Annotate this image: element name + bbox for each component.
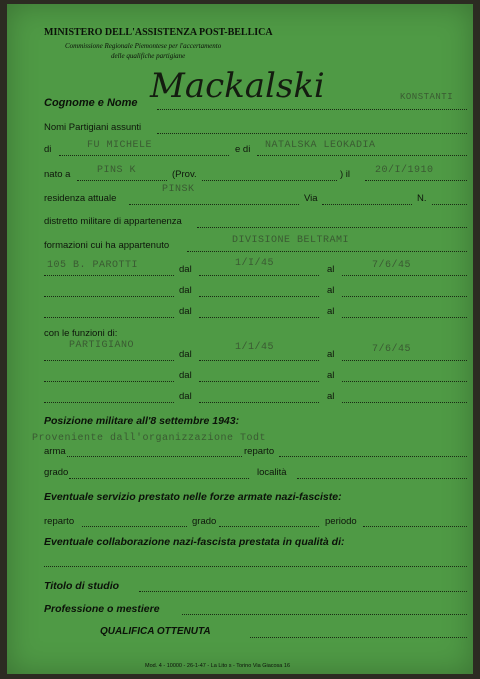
servizio-heading: Eventuale servizio prestato nelle forze armate nazi-fasciste: [44,491,342,503]
nomi-partigiani-label: Nomi Partigiani assunti [44,122,142,133]
funz-al-line-2 [342,381,467,382]
form-dal-label-2: dal [179,285,192,296]
funz-al-label-1: al [327,349,335,360]
prov-line [202,180,337,181]
padre-value: FU MICHELE [87,140,153,151]
commission-line-1: Commissione Regionale Piemontese per l'accertamento [65,42,222,50]
arma-label: arma [44,446,66,457]
form-dal-line-3 [199,317,319,318]
grado-label-2: grado [192,516,217,527]
numero-line [432,204,467,205]
luogo-nascita-value: PINS K [97,165,137,176]
cognome-handwritten: Mackalski [150,66,325,106]
form-dal-value: 1/I/45 [235,258,275,269]
reparto-label-2: reparto [44,516,75,527]
funz-row3-line [44,402,174,403]
periodo-label: periodo [325,516,357,527]
form-al-label-3: al [327,306,335,317]
qualifica-label: QUALIFICA OTTENUTA [100,626,211,637]
collaborazione-heading: Eventuale collaborazione nazi-fascista prestata in qualità di: [44,536,345,548]
cognome-line [157,109,467,110]
padre-label: di [44,144,52,155]
formazione-value: DIVISIONE BELTRAMI [232,235,350,246]
distretto-label: distretto militare di appartenenza [44,216,182,227]
funz-al-label-2: al [327,370,335,381]
form-dal-line-1 [199,275,319,276]
padre-line [59,155,229,156]
formazioni-line [187,251,467,252]
reparto-label-1: reparto [244,446,275,457]
provenienza-value: Proveniente dall'organizzazione Todt [32,433,267,444]
form-dal-line-2 [199,296,319,297]
funzione-line [44,360,174,361]
funz-al-value: 7/6/45 [372,344,412,355]
localita-line [297,478,467,479]
form-row2-line [44,296,174,297]
residenza-line [129,204,299,205]
funz-dal-line-2 [199,381,319,382]
prov-label: (Prov. [172,169,197,180]
localita-label: località [257,467,287,478]
form-al-line-2 [342,296,467,297]
collaborazione-line [44,566,467,567]
luogo-nascita-line [77,180,167,181]
form-al-label-1: al [327,264,335,275]
funz-dal-label-3: dal [179,391,192,402]
ministry-title: MINISTERO DELL'ASSISTENZA POST-BELLICA [44,27,273,38]
data-nascita-value: 20/I/1910 [375,165,434,176]
funz-al-label-3: al [327,391,335,402]
funz-dal-line-1 [199,360,319,361]
funzione-value: PARTIGIANO [69,340,135,351]
numero-label: N. [417,193,427,204]
partisan-record-card [7,4,473,674]
cognome-nome-label: Cognome e Nome [44,97,138,109]
funz-row2-line [44,381,174,382]
via-line [322,204,412,205]
professione-label: Professione o mestiere [44,603,160,615]
form-al-line-3 [342,317,467,318]
funz-al-line-1 [342,360,467,361]
distretto-line [197,227,467,228]
brigata-value: 105 B. PAROTTI [47,260,139,271]
funz-al-line-3 [342,402,467,403]
titolo-studio-line [139,591,467,592]
nomi-partigiani-line [157,133,467,134]
funz-dal-label-1: dal [179,349,192,360]
print-footer: Mod. 4 - 10000 - 26-1-47 - La Lito s - Torino Via Giacosa 16 [145,663,291,669]
form-dal-label-3: dal [179,306,192,317]
form-al-value: 7/6/45 [372,260,412,271]
brigata-line [44,275,174,276]
form-al-line-1 [342,275,467,276]
madre-value: NATALSKA LEOKADIA [265,140,376,151]
grado-line-2 [219,526,319,527]
residenza-value: PINSK [162,184,195,195]
madre-label: e di [235,144,251,155]
funz-dal-value: 1/1/45 [235,342,275,353]
nato-a-label: nato a [44,169,71,180]
formazioni-label: formazioni cui ha appartenuto [44,240,170,251]
arma-line [67,456,242,457]
form-al-label-2: al [327,285,335,296]
qualifica-line [250,637,467,638]
grado-line-1 [69,478,249,479]
il-label: ) il [340,169,351,180]
grado-label-1: grado [44,467,69,478]
reparto-line-1 [279,456,467,457]
posizione-militare-heading: Posizione militare all'8 settembre 1943: [44,415,240,427]
data-nascita-line [365,180,467,181]
via-label: Via [304,193,318,204]
form-row3-line [44,317,174,318]
nome-typed: KONSTANTI [400,92,454,102]
residenza-label: residenza attuale [44,193,117,204]
funz-dal-line-3 [199,402,319,403]
commission-line-2: delle qualifiche partigiane [111,52,186,60]
titolo-studio-label: Titolo di studio [44,580,120,592]
madre-line [257,155,467,156]
funz-dal-label-2: dal [179,370,192,381]
professione-line [182,614,467,615]
form-dal-label-1: dal [179,264,192,275]
periodo-line [363,526,467,527]
reparto-line-2 [82,526,187,527]
funzioni-label: con le funzioni di: [44,328,118,339]
